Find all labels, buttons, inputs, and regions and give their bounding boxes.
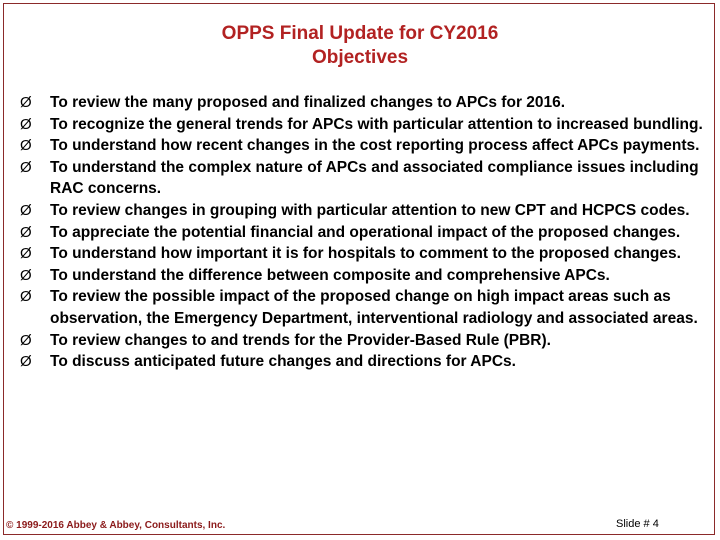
arrow-bullet-icon: Ø: [20, 245, 32, 263]
list-item: [20, 351, 712, 373]
list-item: [20, 243, 712, 265]
objective-text: To understand the difference between composite and comprehensive APCs.: [50, 266, 610, 284]
objectives-list: [20, 92, 712, 373]
list-item: [20, 135, 712, 157]
arrow-bullet-icon: Ø: [20, 288, 32, 306]
list-item: [20, 92, 712, 114]
objective-text: To understand how important it is for hospitals to comment to the proposed changes.: [50, 245, 681, 263]
arrow-bullet-icon: Ø: [20, 115, 32, 133]
list-item: [20, 200, 712, 222]
arrow-bullet-icon: Ø: [20, 94, 32, 111]
list-item: [20, 330, 712, 352]
objective-text: To understand how recent changes in the cost reporting process affect APCs payments.: [50, 137, 700, 155]
arrow-bullet-icon: Ø: [20, 158, 32, 176]
objective-text: To review changes to and trends for the Provider-Based Rule (PBR).: [50, 331, 551, 349]
objective-text: To recognize the general trends for APCs with particular attention to increased bundling.: [50, 115, 703, 133]
slide-title: [0, 22, 720, 70]
list-item: [20, 157, 712, 200]
list-item: [20, 286, 712, 329]
objective-text: To appreciate the potential financial and operational impact of the proposed changes.: [50, 223, 681, 241]
list-item: [20, 114, 712, 136]
arrow-bullet-icon: Ø: [20, 331, 32, 349]
list-item: [20, 265, 712, 287]
slide-number: Slide # 4: [616, 518, 659, 530]
objective-text: To review the many proposed and finalized changes to APCs for 2016.: [50, 94, 566, 111]
arrow-bullet-icon: Ø: [20, 266, 32, 284]
objective-text: To understand the complex nature of APCs and associated compliance issues including RAC concerns.: [50, 158, 699, 198]
objective-text: To review changes in grouping with particular attention to new CPT and HCPCS codes.: [50, 201, 690, 219]
arrow-bullet-icon: Ø: [20, 201, 32, 219]
copyright-notice: © 1999-2016 Abbey & Abbey, Consultants, Inc.: [6, 520, 226, 531]
arrow-bullet-icon: Ø: [20, 223, 32, 241]
title-line-2: Objectives: [311, 47, 409, 68]
list-item: [20, 222, 712, 244]
title-line-1: OPPS Final Update for CY2016: [221, 23, 499, 44]
objective-text: To discuss anticipated future changes and directions for APCs.: [50, 353, 516, 371]
arrow-bullet-icon: Ø: [20, 137, 32, 155]
arrow-bullet-icon: Ø: [20, 353, 32, 371]
objective-text: To review the possible impact of the proposed change on high impact areas such as observation, the Emergency Department, interventional radiology and associated areas.: [50, 288, 698, 327]
